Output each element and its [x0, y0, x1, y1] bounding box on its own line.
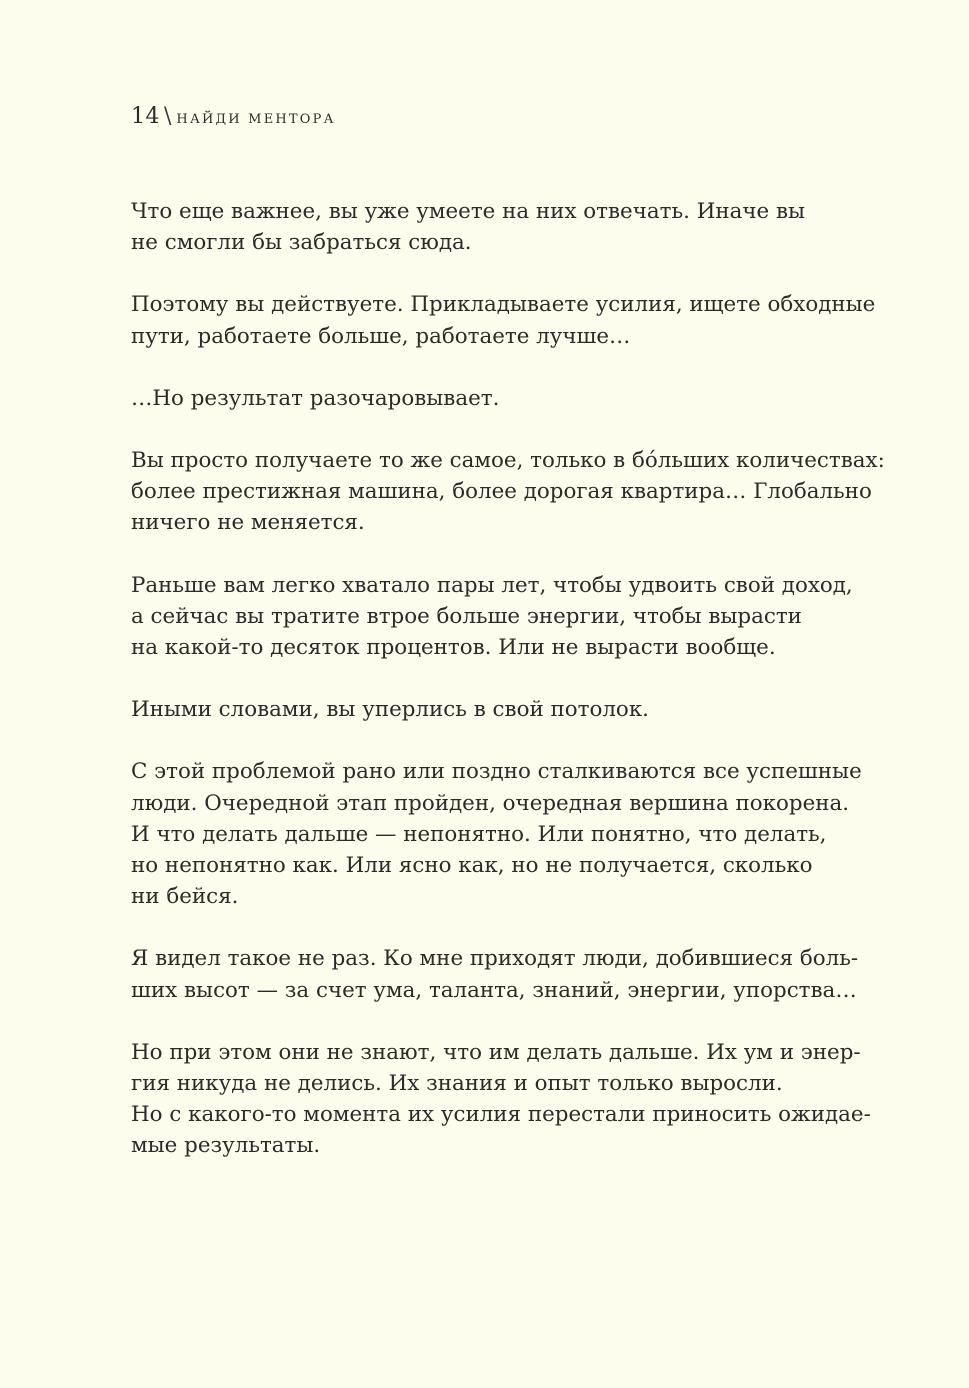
text-line: пути, работаете больше, работаете лучше…: [131, 323, 631, 349]
text-line: …Но результат разочаровывает.: [131, 385, 500, 411]
paragraph: [131, 943, 859, 1005]
text-line: гия никуда не делись. Их знания и опыт только выросли.: [131, 1071, 783, 1097]
paragraph: [131, 445, 885, 539]
text-line: ничего не меняется.: [131, 510, 365, 536]
body-text: [131, 196, 885, 1193]
text-line: Иными словами, вы уперлись в свой потолок.: [131, 697, 649, 723]
text-line: Вы просто получаете то же самое, только в бóльших количествах:: [131, 448, 885, 474]
paragraph: [131, 694, 851, 725]
paragraph: [131, 1037, 871, 1162]
header-separator: \: [164, 104, 172, 129]
text-line: но непонятно как. Или ясно как, но не получается, сколько: [131, 853, 813, 879]
paragraph: [131, 383, 851, 414]
paragraph: [131, 570, 851, 664]
paragraph: [131, 289, 876, 351]
text-line: а сейчас вы тратите втрое больше энергии, чтобы вырасти: [131, 603, 802, 629]
text-line: Что еще важнее, вы уже умеете на них отвечать. Иначе вы: [131, 199, 806, 224]
running-head: [131, 104, 336, 132]
text-line: мые результаты.: [131, 1133, 321, 1159]
page-number: 14: [131, 104, 160, 129]
book-title: НАЙДИ МЕНТОРА: [176, 112, 336, 127]
text-line: люди. Очередной этап пройден, очередная вершина покорена.: [131, 790, 850, 816]
text-line: С этой проблемой рано или поздно сталкиваются все успешные: [131, 759, 862, 785]
text-line: Я видел такое не раз. Ко мне приходят люди, добившиеся боль-: [131, 946, 859, 972]
text-line: на какой-то десяток процентов. Или не вырасти вообще.: [131, 635, 776, 661]
text-line: Но с какого-то момента их усилия перестали приносить ожидае-: [131, 1102, 871, 1128]
paragraph: [131, 196, 851, 258]
text-line: Раньше вам легко хватало пары лет, чтобы удвоить свой доход,: [131, 572, 853, 598]
text-line: ни бейся.: [131, 884, 239, 910]
text-line: более престижная машина, более дорогая квартира… Глобально: [131, 479, 872, 505]
text-line: И что делать дальше — непонятно. Или понятно, что делать,: [131, 821, 827, 847]
paragraph: [131, 756, 862, 912]
text-line: Поэтому вы действуете. Прикладываете усилия, ищете обходные: [131, 292, 876, 318]
text-line: ших высот — за счет ума, таланта, знаний, энергии, упорства…: [131, 977, 857, 1003]
text-line: Но при этом они не знают, что им делать дальше. Их ум и энер-: [131, 1039, 861, 1065]
text-line: не смогли бы забраться сюда.: [131, 230, 472, 256]
